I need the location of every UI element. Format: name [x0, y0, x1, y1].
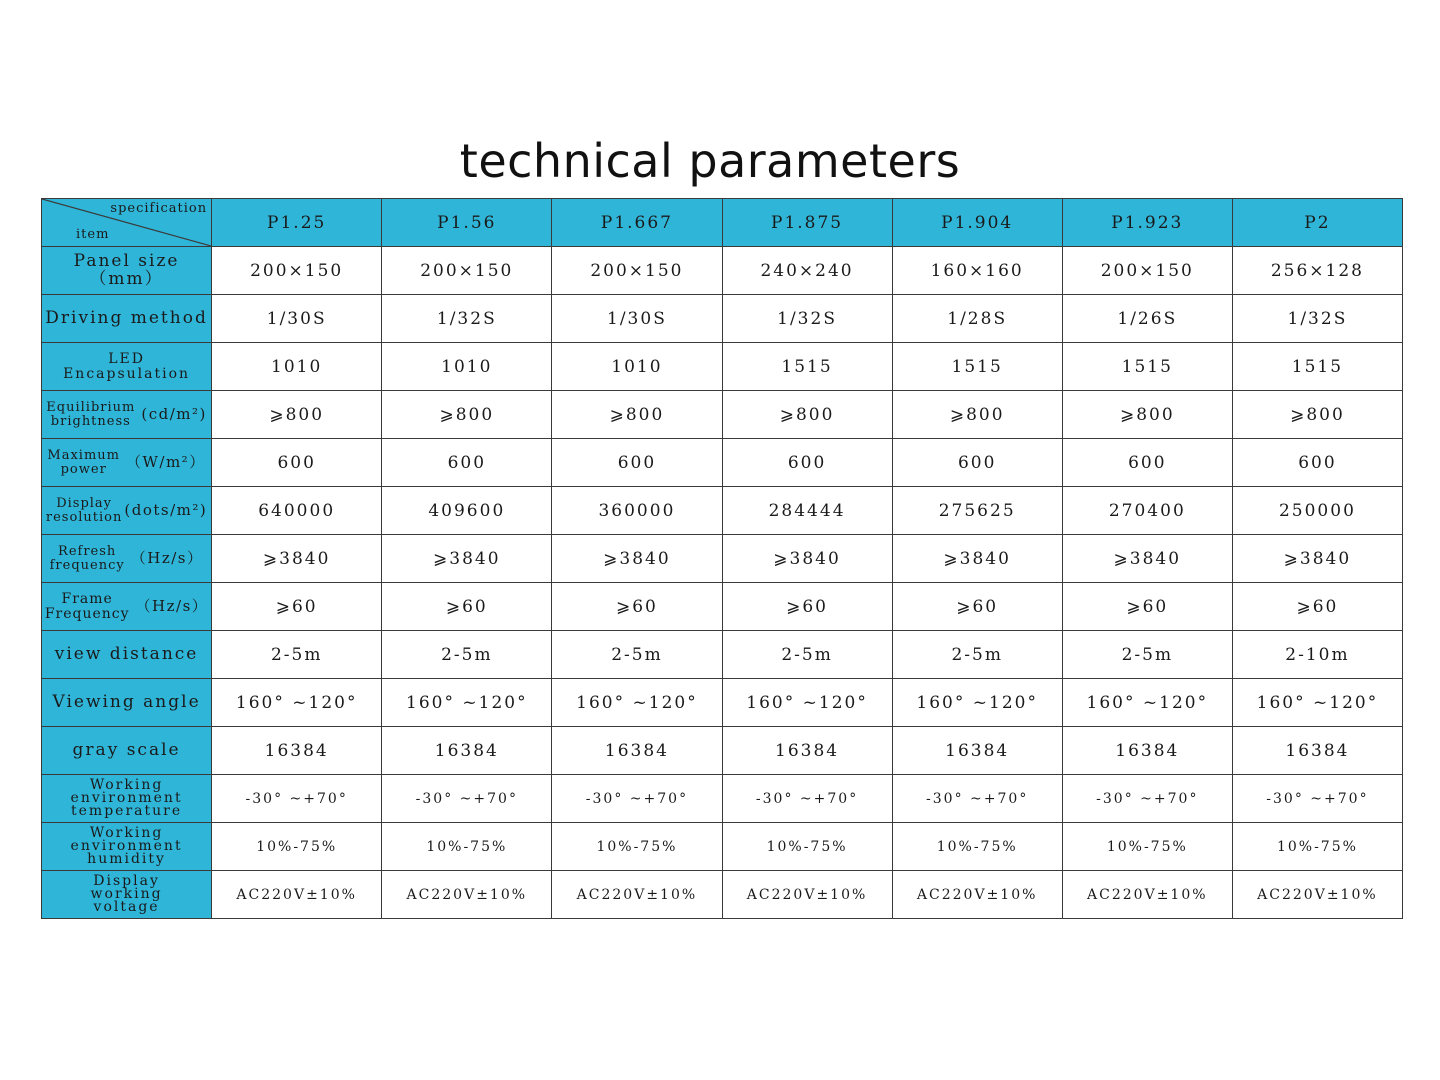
table-cell: ⩾3840 [552, 535, 722, 583]
row-label-line: working [90, 885, 163, 902]
table-cell: 200×150 [212, 247, 382, 295]
model-header: P1.904 [892, 199, 1062, 247]
row-label-line: Working [89, 776, 164, 793]
table-cell: 160° ~120° [1062, 679, 1232, 727]
table-cell: 160° ~120° [1232, 679, 1402, 727]
table-row [42, 487, 1403, 535]
table-cell: 1010 [382, 343, 552, 391]
table-cell: 2-5m [1062, 631, 1232, 679]
table-cell: -30° ~+70° [722, 775, 892, 823]
row-label-gray-scale: gray scale [42, 727, 212, 775]
table-cell: ⩾3840 [892, 535, 1062, 583]
table-cell: ⩾3840 [382, 535, 552, 583]
row-label-frame-frequency [42, 583, 212, 631]
table-cell: 16384 [722, 727, 892, 775]
row-label-unit: （Hz/s） [135, 596, 209, 615]
row-label-unit: （Hz/s） [130, 548, 204, 567]
table-cell: ⩾3840 [212, 535, 382, 583]
row-label-unit: （W/m²） [125, 452, 206, 471]
table-cell: AC220V±10% [722, 871, 892, 919]
table-cell: AC220V±10% [382, 871, 552, 919]
table-cell: 640000 [212, 487, 382, 535]
table-row [42, 391, 1403, 439]
table-cell: 10%-75% [212, 823, 382, 871]
row-label-line: power [60, 461, 107, 477]
row-label-working-humidity [42, 823, 212, 871]
table-cell: 16384 [382, 727, 552, 775]
table-cell: 409600 [382, 487, 552, 535]
table-cell: 200×150 [1062, 247, 1232, 295]
table-cell: 1515 [892, 343, 1062, 391]
table-cell: 600 [212, 439, 382, 487]
table-cell: 160° ~120° [382, 679, 552, 727]
table-cell: 270400 [1062, 487, 1232, 535]
row-label-view-distance: view distance [42, 631, 212, 679]
table-cell: -30° ~+70° [892, 775, 1062, 823]
row-label-led-encapsulation: LED Encapsulation [42, 343, 212, 391]
corner-specification-label: specification [110, 201, 208, 216]
table-cell: 600 [892, 439, 1062, 487]
table-row [42, 631, 1403, 679]
model-header: P1.56 [382, 199, 552, 247]
page-title: technical parameters [459, 134, 961, 188]
table-cell: 2-5m [552, 631, 722, 679]
row-label-line: brightness [50, 413, 131, 429]
table-row [42, 343, 1403, 391]
table-cell: AC220V±10% [212, 871, 382, 919]
table-cell: 2-5m [212, 631, 382, 679]
row-label-line: Equilibrium [46, 399, 136, 415]
table-cell: 1010 [552, 343, 722, 391]
table-cell: 1/30S [552, 295, 722, 343]
table-cell: ⩾60 [552, 583, 722, 631]
row-label-unit: (cd/m²) [141, 404, 207, 423]
header-row [42, 199, 1403, 247]
table-cell: ⩾800 [552, 391, 722, 439]
table-cell: AC220V±10% [1062, 871, 1232, 919]
row-label-line: Working [89, 824, 164, 841]
table-cell: 16384 [1062, 727, 1232, 775]
row-label-unit: (dots/m²) [124, 500, 208, 519]
table-cell: ⩾800 [1232, 391, 1402, 439]
row-label-line: voltage [93, 899, 160, 916]
row-label-brightness [42, 391, 212, 439]
table-row [42, 871, 1403, 919]
table-cell: 200×150 [552, 247, 722, 295]
row-label-line: Refresh [58, 543, 117, 559]
table-cell: 10%-75% [892, 823, 1062, 871]
table-row [42, 775, 1403, 823]
row-label-line: humidity [87, 851, 166, 868]
table-cell: 160° ~120° [552, 679, 722, 727]
row-label-working-voltage [42, 871, 212, 919]
table-row [42, 247, 1403, 295]
table-row [42, 823, 1403, 871]
table-cell: 600 [552, 439, 722, 487]
table-cell: 16384 [212, 727, 382, 775]
table-cell: 250000 [1232, 487, 1402, 535]
table-cell: ⩾60 [1232, 583, 1402, 631]
table-cell: ⩾3840 [1062, 535, 1232, 583]
table-cell: 10%-75% [1062, 823, 1232, 871]
table-row [42, 679, 1403, 727]
model-header: P1.667 [552, 199, 722, 247]
row-label-display-resolution [42, 487, 212, 535]
table-cell: 10%-75% [722, 823, 892, 871]
model-header: P1.923 [1062, 199, 1232, 247]
table-cell: 1/30S [212, 295, 382, 343]
table-cell: ⩾60 [212, 583, 382, 631]
table-cell: 600 [382, 439, 552, 487]
table-cell: 600 [722, 439, 892, 487]
table-cell: 160×160 [892, 247, 1062, 295]
row-label-line: Display [56, 495, 113, 511]
table-cell: 275625 [892, 487, 1062, 535]
table-cell: 600 [1062, 439, 1232, 487]
table-row [42, 535, 1403, 583]
table-cell: 2-5m [892, 631, 1062, 679]
row-label-line: environment [70, 837, 183, 854]
table-cell: 16384 [552, 727, 722, 775]
table-cell: ⩾800 [1062, 391, 1232, 439]
table-cell: 2-5m [722, 631, 892, 679]
model-header: P1.25 [212, 199, 382, 247]
model-header: P2 [1232, 199, 1402, 247]
table-cell: 284444 [722, 487, 892, 535]
table-cell: ⩾60 [382, 583, 552, 631]
table-cell: 1515 [722, 343, 892, 391]
table-cell: ⩾800 [722, 391, 892, 439]
table-cell: 1010 [212, 343, 382, 391]
row-label-line: Display [93, 872, 160, 889]
table-cell: -30° ~+70° [212, 775, 382, 823]
row-label-refresh-frequency [42, 535, 212, 583]
table-cell: 10%-75% [552, 823, 722, 871]
table-cell: 16384 [892, 727, 1062, 775]
model-header: P1.875 [722, 199, 892, 247]
row-label-line: resolution [45, 509, 123, 525]
row-label-line: frequency [49, 557, 125, 573]
table-cell: ⩾60 [892, 583, 1062, 631]
table-cell: AC220V±10% [1232, 871, 1402, 919]
corner-item-label: item [76, 227, 110, 242]
table-cell: 200×150 [382, 247, 552, 295]
row-label-maximum-power [42, 439, 212, 487]
table-cell: AC220V±10% [552, 871, 722, 919]
row-label-panel-size: Panel size（mm） [42, 247, 212, 295]
table-cell: ⩾800 [212, 391, 382, 439]
table-cell: -30° ~+70° [382, 775, 552, 823]
table-cell: 256×128 [1232, 247, 1402, 295]
table-cell: 160° ~120° [212, 679, 382, 727]
table-row [42, 727, 1403, 775]
row-label-line: Frequency [44, 605, 130, 622]
table-row [42, 583, 1403, 631]
table-cell: 2-10m [1232, 631, 1402, 679]
table-cell: AC220V±10% [892, 871, 1062, 919]
table-cell: 2-5m [382, 631, 552, 679]
table-cell: 1/26S [1062, 295, 1232, 343]
table-cell: 600 [1232, 439, 1402, 487]
table-cell: 360000 [552, 487, 722, 535]
table-cell: 240×240 [722, 247, 892, 295]
table-cell: 1/32S [722, 295, 892, 343]
table-cell: -30° ~+70° [1062, 775, 1232, 823]
table-row [42, 295, 1403, 343]
table-cell: 1515 [1232, 343, 1402, 391]
table-cell: 1/32S [382, 295, 552, 343]
table-cell: ⩾800 [892, 391, 1062, 439]
table-cell: ⩾3840 [722, 535, 892, 583]
table-cell: -30° ~+70° [1232, 775, 1402, 823]
row-label-line: Frame [61, 590, 113, 607]
table-cell: -30° ~+70° [552, 775, 722, 823]
table-cell: ⩾3840 [1232, 535, 1402, 583]
row-label-viewing-angle: Viewing angle [42, 679, 212, 727]
table-row [42, 439, 1403, 487]
spec-table [41, 198, 1403, 919]
row-label-line: temperature [71, 803, 183, 820]
table-cell: ⩾800 [382, 391, 552, 439]
table-cell: ⩾60 [722, 583, 892, 631]
table-cell: 16384 [1232, 727, 1402, 775]
table-cell: 1/28S [892, 295, 1062, 343]
table-cell: 1515 [1062, 343, 1232, 391]
table-cell: 10%-75% [1232, 823, 1402, 871]
corner-cell [42, 199, 212, 247]
row-label-working-temperature [42, 775, 212, 823]
row-label-line: Maximum [47, 447, 120, 463]
row-label-driving-method: Driving method [42, 295, 212, 343]
row-label-line: environment [70, 789, 183, 806]
table-cell: 160° ~120° [722, 679, 892, 727]
table-cell: 10%-75% [382, 823, 552, 871]
table-cell: 160° ~120° [892, 679, 1062, 727]
table-cell: 1/32S [1232, 295, 1402, 343]
table-cell: ⩾60 [1062, 583, 1232, 631]
